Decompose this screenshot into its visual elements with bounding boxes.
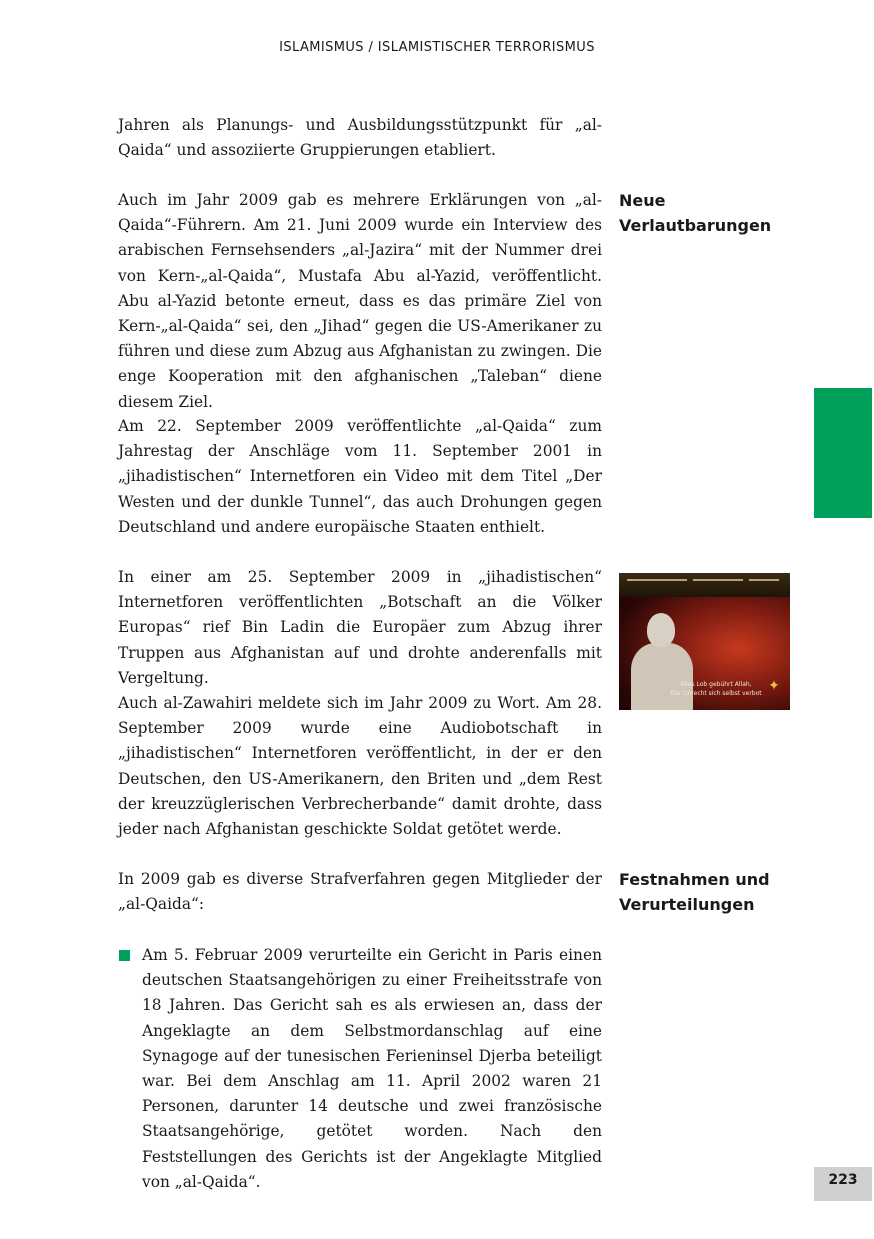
running-header: ISLAMISMUS / ISLAMISTISCHER TERRORISMUS [279,40,595,55]
paragraph-zawahiri: Auch al-Zawahiri meldete sich im Jahr 2009 zu Wort. Am 28. September 2009 wurde eine Audiobotschaft in „jihadistischen“ Internetforen veröffentlicht, in der er den Deutschen, den US-Amerikanern, den Briten und „dem Rest der kreuzzüglerischen Verbrecherbande“ damit drohte, dass jeder nach Afghanistan geschickte Soldat getötet werde. [118,694,602,839]
paragraph-statements: Auch im Jahr 2009 gab es mehrere Erklärungen von „al-Qaida“-Führern. Am 21. Juni 2009 wurde ein Interview des arabischen Fernsehsenders „al-Jazira“ mit der Nummer drei von Kern-„al-Qaida“, Mustafa Abu al-Yazid, veröffentlicht. Abu al-Yazid betonte erneut, dass es das primäre Ziel von Kern-„al-Qaida“ sei, den „Jihad“ gegen die US-Amerikaner zu führen und diese zum Abzug aus Afghanistan zu zwingen. Die enge Kooperation mit den afghanischen „Taleban“ diene diesem Ziel. [118,191,602,411]
video-caption: Alles Lob gebührt Allah, Der Unrecht sich selbst verbot [670,681,762,697]
paragraph-video: Am 22. September 2009 veröffentlichte „al-Qaida“ zum Jahrestag der Anschläge vom 11. September 2001 in „jihadistischen“ Internetforen ein Video mit dem Titel „Der Westen und der dunkle Tunnel“, das auch Drohungen gegen Deutschland und andere europäische Staaten enthielt. [118,417,602,536]
video-still-image [619,573,790,710]
paragraph-continuation: Jahren als Planungs- und Ausbildungsstützpunkt für „al-Qaida“ und assoziierte Gruppierungen etabliert. [118,116,602,160]
page-number: 223 [828,1172,858,1188]
paragraph-bin-ladin: In einer am 25. September 2009 in „jihadistischen“ Internetforen veröffentlichten „Botschaft an die Völker Europas“ rief Bin Ladin die Europäer zum Abzug ihrer Truppen aus Afghanistan auf und drohte anderenfalls mit Vergeltung. [118,568,602,687]
side-heading-neue-verlautbarungen: Neue Verlautbarungen [619,191,772,235]
chapter-tab-marker [814,388,872,518]
side-heading-festnahmen: Festnahmen und Verurteilungen [619,870,770,914]
bullet-item: Am 5. Februar 2009 verurteilte ein Gericht in Paris einen deutschen Staatsangehörigen zu einer Freiheitsstrafe von 18 Jahren. Das Gericht sah es als erwiesen an, dass der Angeklagte an dem Selbstmordanschlag auf eine Synagoge auf der tunesischen Ferieninsel Djerba beteiligt war. Bei dem Anschlag am 11. April 2002 waren 21 Personen, darunter 14 deutsche und zwei französische Staatsangehörige, getötet worden. Nach den Feststellungen des Gerichts ist der Angeklagte Mitglied von „al-Qaida“. [142,946,602,1191]
paragraph-proceedings: In 2009 gab es diverse Strafverfahren gegen Mitglieder der „al-Qaida“: [118,870,602,914]
media-logo-icon: ✦ [768,678,780,694]
speaker-figure-head [647,613,675,647]
speaker-figure-body [631,643,693,710]
bullet-square-icon [119,950,130,961]
arabic-title-bar [619,573,790,597]
